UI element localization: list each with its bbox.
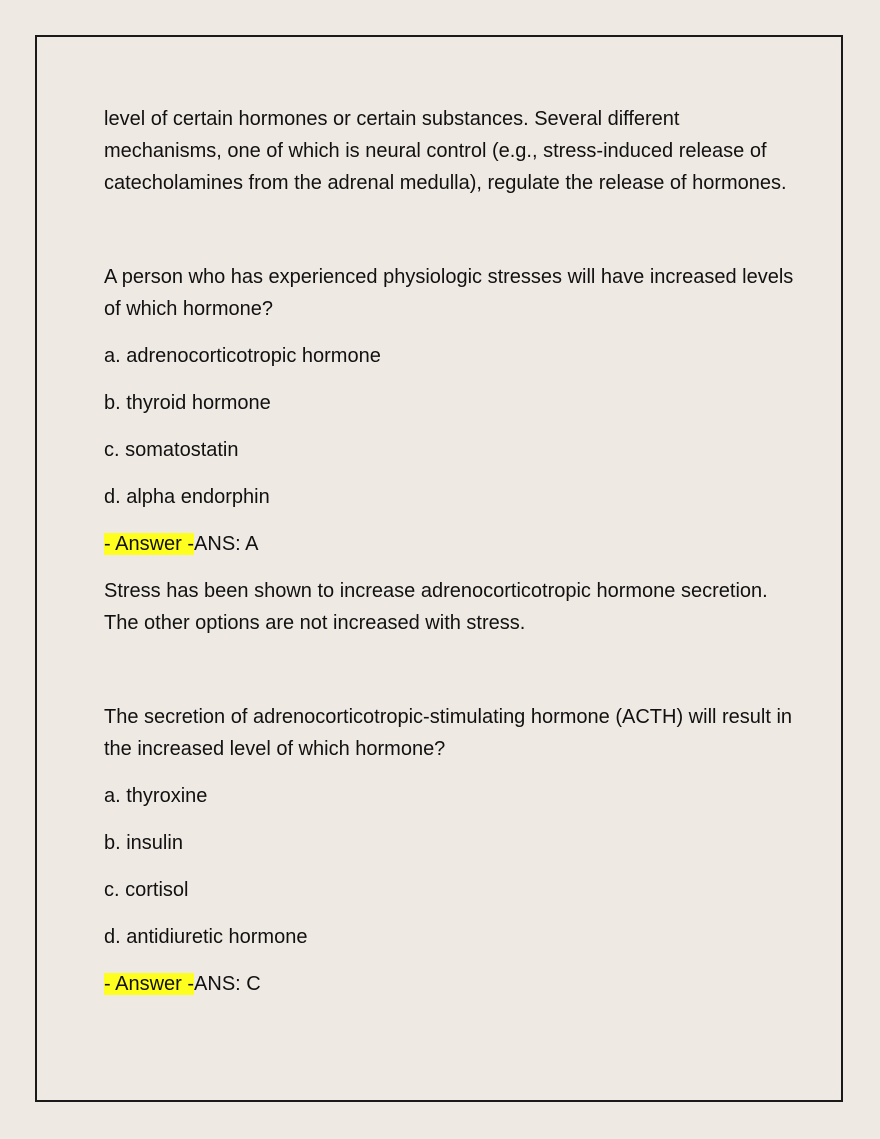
answer-line — [104, 528, 794, 560]
question-block-2 — [104, 701, 794, 1000]
section-spacer — [104, 639, 794, 701]
question-stem: The secretion of adrenocorticotropic-stimulating hormone (ACTH) will result in the increased level of which hormone? — [104, 706, 793, 760]
document-body — [104, 103, 794, 1000]
intro-paragraph: level of certain hormones or certain substances. Several different mechanisms, one of which is neural control (e.g., stress-induced release of catecholamines from the adrenal medulla), regulate the release of hormones. — [104, 108, 787, 194]
answer-highlight-tag: - Answer - — [104, 973, 195, 995]
answer-text: ANS: C — [194, 973, 261, 995]
section-spacer — [104, 199, 794, 261]
option-b: b. insulin — [104, 832, 183, 854]
answer-line — [104, 968, 794, 1000]
question-stem: A person who has experienced physiologic stresses will have increased levels of which hormone? — [104, 266, 794, 320]
question-block-1 — [104, 261, 794, 639]
option-d: d. alpha endorphin — [104, 486, 270, 508]
option-a: a. thyroxine — [104, 785, 208, 807]
option-c: c. cortisol — [104, 879, 189, 901]
option-a: a. adrenocorticotropic hormone — [104, 345, 381, 367]
answer-highlight-tag: - Answer - — [104, 533, 195, 555]
answer-text: ANS: A — [194, 533, 259, 555]
option-b: b. thyroid hormone — [104, 392, 271, 414]
option-d: d. antidiuretic hormone — [104, 926, 308, 948]
option-c: c. somatostatin — [104, 439, 239, 461]
answer-explanation: Stress has been shown to increase adrenocorticotropic hormone secretion. The other options are not increased with stress. — [104, 580, 768, 634]
